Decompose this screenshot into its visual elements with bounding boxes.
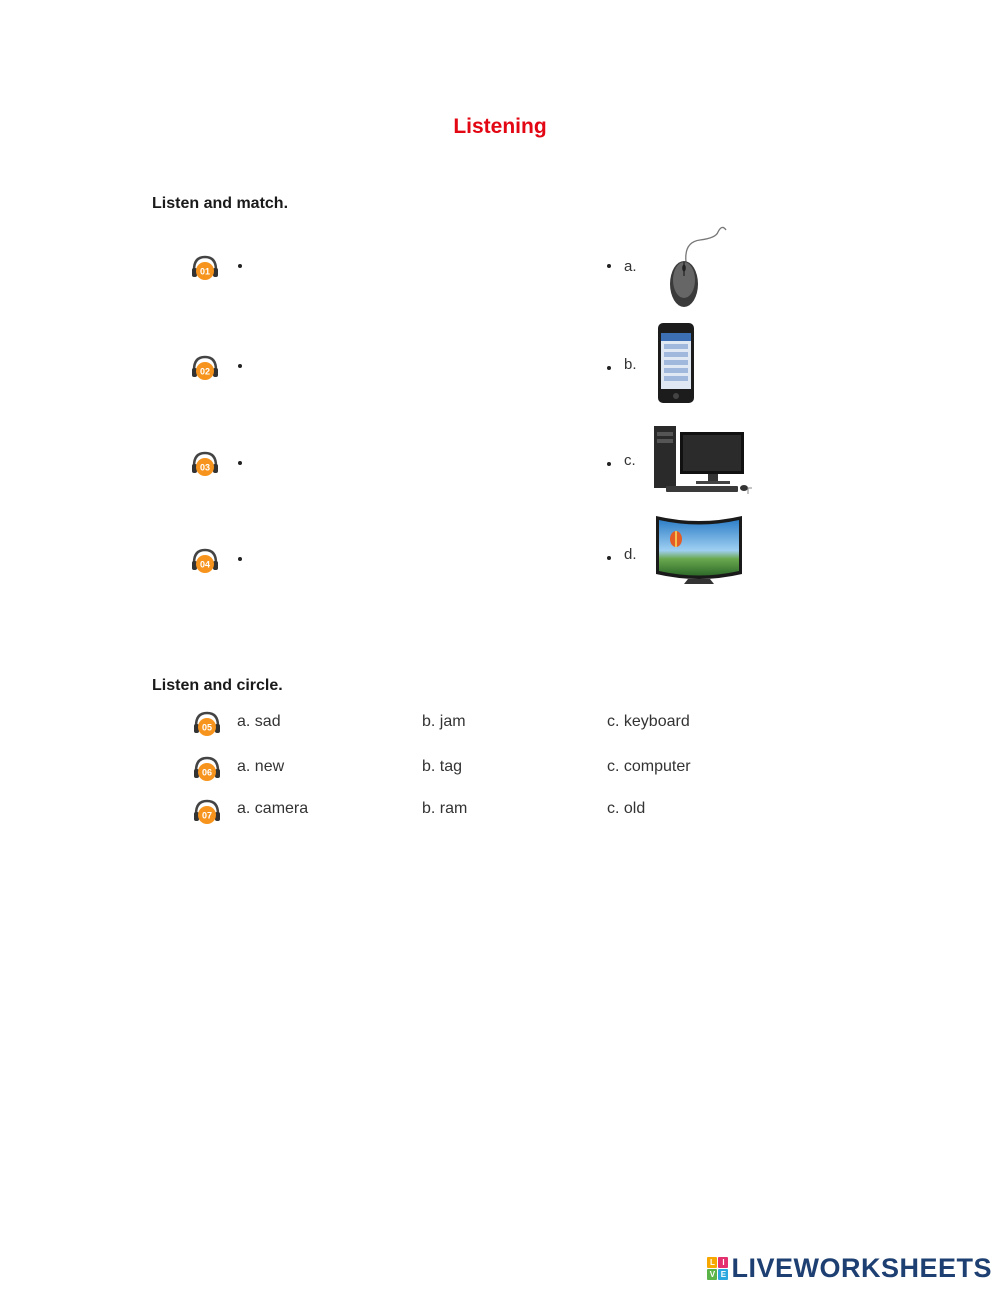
- track-number: 01: [199, 266, 211, 277]
- match-dot-left[interactable]: [238, 461, 242, 465]
- option-letter: b.: [624, 356, 637, 373]
- computer-mouse-icon: [660, 222, 732, 310]
- match-dot-right[interactable]: [607, 264, 611, 268]
- option-c[interactable]: c. keyboard: [607, 713, 690, 730]
- headphone-icon[interactable]: [190, 354, 220, 382]
- logo-grid-icon: [707, 1257, 728, 1280]
- option-c[interactable]: c. old: [607, 800, 646, 817]
- match-dot-right[interactable]: [607, 462, 611, 466]
- track-number: 05: [201, 722, 213, 733]
- liveworksheets-logo: [707, 1253, 992, 1284]
- option-a[interactable]: a. sad: [237, 713, 281, 730]
- option-b[interactable]: b. ram: [422, 800, 468, 817]
- logo-letter: V: [707, 1269, 717, 1280]
- headphone-icon[interactable]: [192, 755, 222, 783]
- headphone-icon[interactable]: [190, 254, 220, 282]
- option-a[interactable]: a. camera: [237, 800, 309, 817]
- match-dot-right[interactable]: [607, 366, 611, 370]
- match-dot-left[interactable]: [238, 264, 242, 268]
- logo-letter: E: [718, 1269, 728, 1280]
- curved-tv-icon: [654, 512, 744, 594]
- track-number: 02: [199, 366, 211, 377]
- smartphone-icon: [656, 322, 696, 404]
- track-number: 04: [199, 559, 211, 570]
- logo-letter: L: [707, 1257, 717, 1268]
- match-dot-left[interactable]: [238, 557, 242, 561]
- option-letter: c.: [624, 452, 636, 469]
- match-dot-right[interactable]: [607, 556, 611, 560]
- circle-heading: Listen and circle.: [152, 677, 283, 694]
- option-a[interactable]: a. new: [237, 758, 285, 775]
- logo-text: LIVEWORKSHEETS: [731, 1253, 992, 1283]
- option-letter: a.: [624, 258, 637, 275]
- match-dot-left[interactable]: [238, 364, 242, 368]
- headphone-icon[interactable]: [190, 547, 220, 575]
- track-number: 07: [201, 810, 213, 821]
- desktop-computer-icon: [652, 424, 756, 498]
- option-c[interactable]: c. computer: [607, 758, 691, 775]
- track-number: 06: [201, 767, 213, 778]
- track-number: 03: [199, 462, 211, 473]
- logo-letter: I: [718, 1257, 728, 1268]
- match-heading: Listen and match.: [152, 195, 289, 212]
- option-b[interactable]: b. jam: [422, 713, 466, 730]
- headphone-icon[interactable]: [192, 710, 222, 738]
- option-b[interactable]: b. tag: [422, 758, 463, 775]
- page-title: Listening: [453, 115, 547, 138]
- headphone-icon[interactable]: [190, 450, 220, 478]
- option-letter: d.: [624, 546, 637, 563]
- headphone-icon[interactable]: [192, 798, 222, 826]
